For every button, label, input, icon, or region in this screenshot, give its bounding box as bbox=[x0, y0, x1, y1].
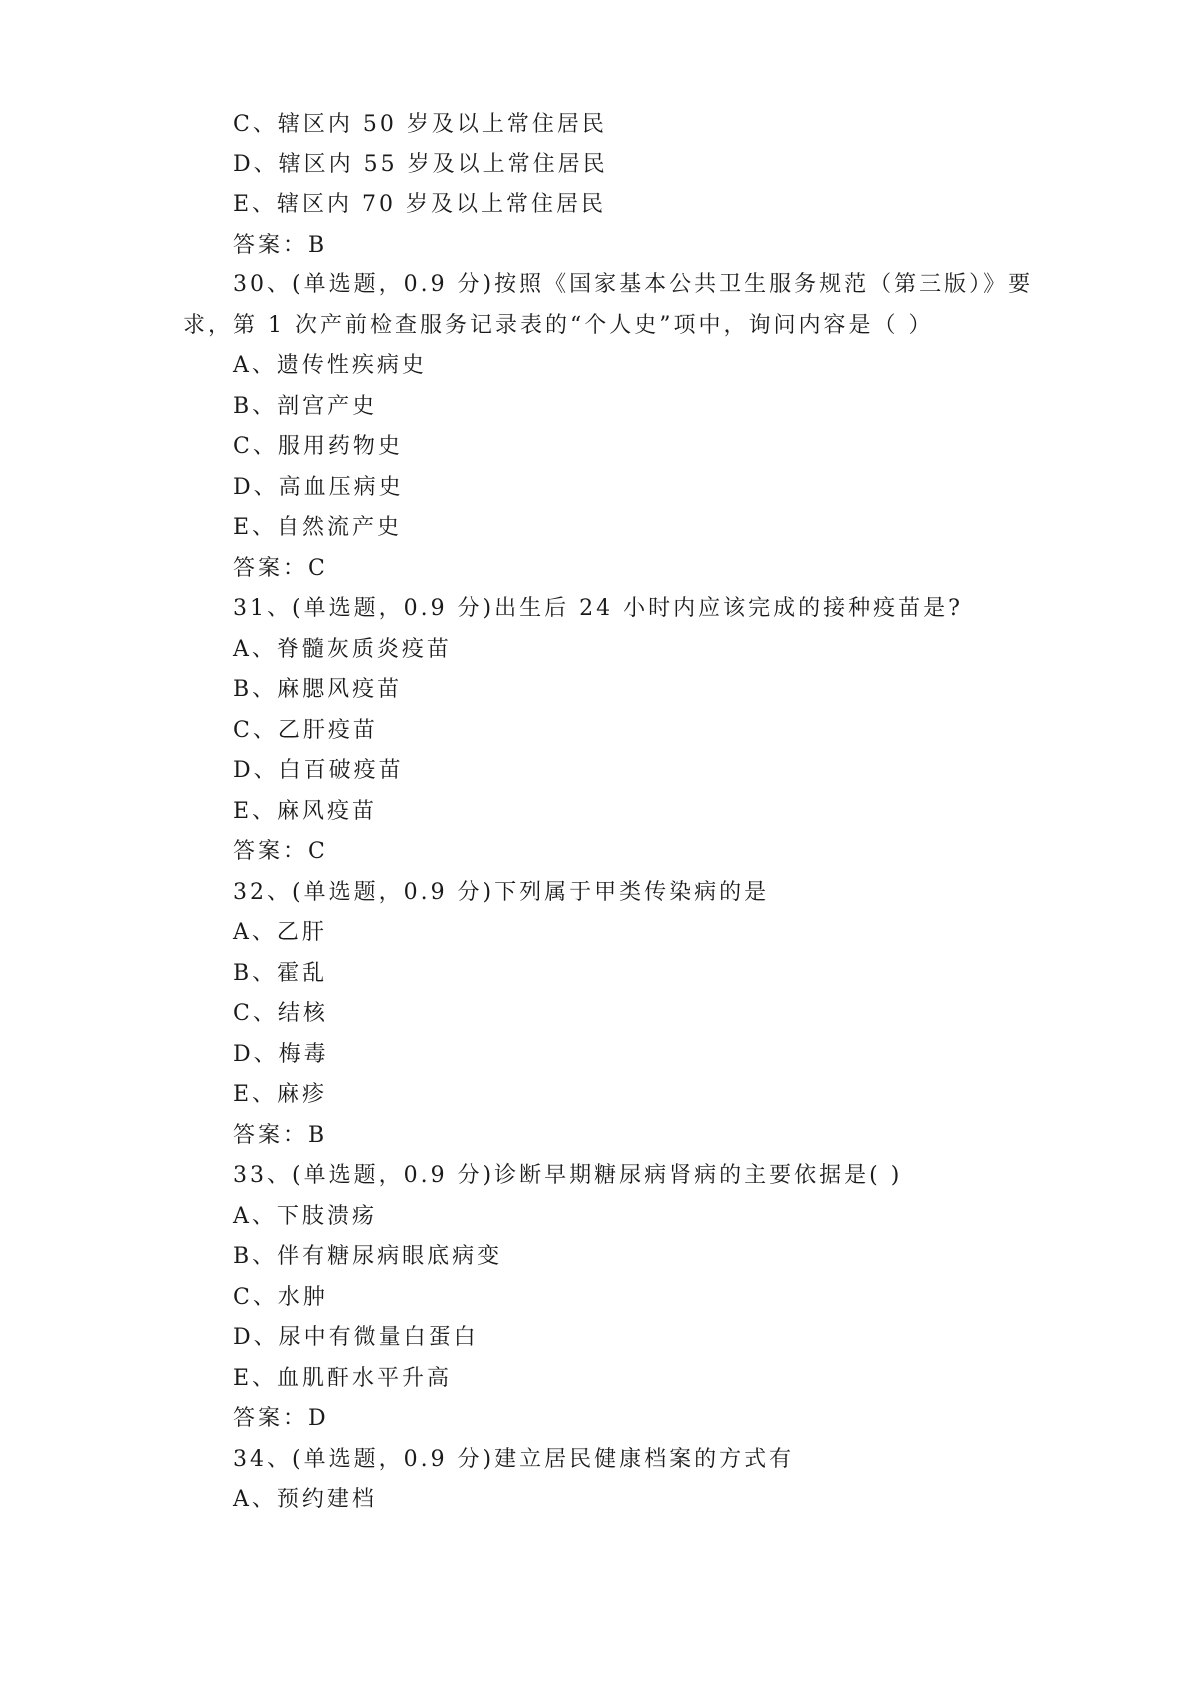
option-line: B、麻腮风疫苗 bbox=[233, 677, 403, 702]
answer-line: 答案：D bbox=[233, 1406, 329, 1431]
option-line: C、结核 bbox=[233, 1001, 328, 1026]
option-line: D、辖区内 55 岁及以上常住居民 bbox=[233, 152, 608, 177]
answer-line: 答案：B bbox=[233, 1123, 328, 1148]
option-line: E、麻风疫苗 bbox=[233, 799, 378, 824]
option-line: E、辖区内 70 岁及以上常住居民 bbox=[233, 192, 607, 217]
option-line: B、霍乱 bbox=[233, 961, 328, 986]
option-line: A、下肢溃疡 bbox=[233, 1204, 377, 1229]
answer-line: 答案：C bbox=[233, 556, 328, 581]
option-line: B、剖宫产史 bbox=[233, 394, 378, 419]
option-line: A、预约建档 bbox=[233, 1487, 377, 1512]
option-line: B、伴有糖尿病眼底病变 bbox=[233, 1244, 503, 1269]
answer-line: 答案：B bbox=[233, 233, 328, 258]
option-line: C、水肿 bbox=[233, 1285, 328, 1310]
option-line: E、血肌酐水平升高 bbox=[233, 1366, 453, 1391]
option-line: C、辖区内 50 岁及以上常住居民 bbox=[233, 112, 607, 137]
option-line: A、乙肝 bbox=[233, 920, 327, 945]
option-line: E、麻疹 bbox=[233, 1082, 328, 1107]
option-line: D、梅毒 bbox=[233, 1042, 329, 1067]
option-line: D、白百破疫苗 bbox=[233, 758, 404, 783]
option-line: D、尿中有微量白蛋白 bbox=[233, 1325, 479, 1350]
question-line: 33、(单选题，0.9 分)诊断早期糖尿病肾病的主要依据是( ) bbox=[233, 1163, 903, 1188]
question-continuation-line: 求，第 1 次产前检查服务记录表的“个人史”项中，询问内容是（ ） bbox=[183, 313, 934, 338]
question-line: 31、(单选题，0.9 分)出生后 24 小时内应该完成的接种疫苗是? bbox=[233, 596, 963, 621]
answer-line: 答案：C bbox=[233, 839, 328, 864]
question-line: 34、(单选题，0.9 分)建立居民健康档案的方式有 bbox=[233, 1447, 795, 1472]
option-line: E、自然流产史 bbox=[233, 515, 403, 540]
question-line: 32、(单选题，0.9 分)下列属于甲类传染病的是 bbox=[233, 880, 770, 905]
option-line: C、乙肝疫苗 bbox=[233, 718, 378, 743]
option-line: C、服用药物史 bbox=[233, 434, 403, 459]
option-line: A、遗传性疾病史 bbox=[233, 353, 427, 378]
question-line: 30、(单选题，0.9 分)按照《国家基本公共卫生服务规范（第三版）》要 bbox=[233, 272, 1034, 297]
option-line: A、脊髓灰质炎疫苗 bbox=[233, 637, 452, 662]
option-line: D、高血压病史 bbox=[233, 475, 404, 500]
